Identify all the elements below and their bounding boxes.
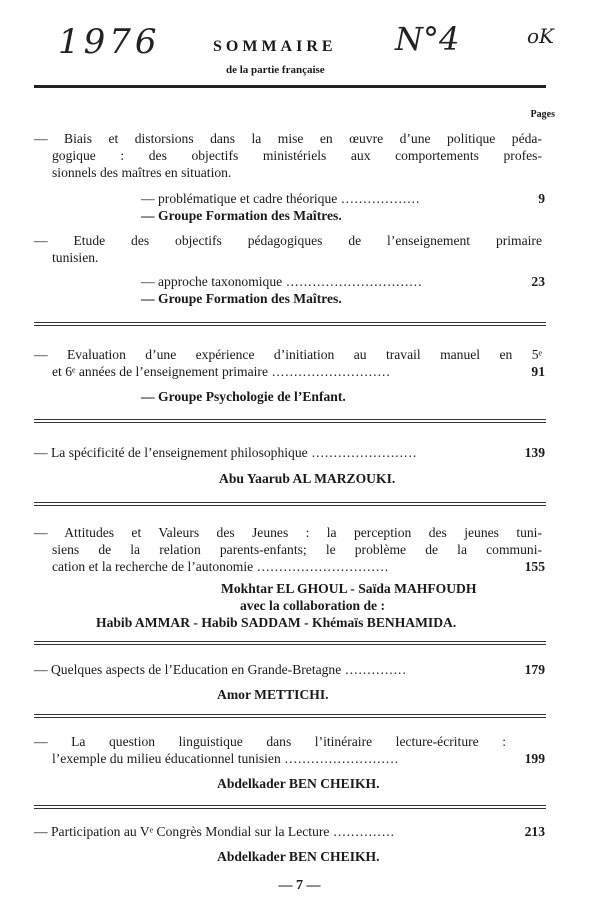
- section-divider: [34, 805, 546, 806]
- dot-leader: ..............: [345, 662, 407, 677]
- handwritten-issue-number: N°4: [395, 20, 460, 58]
- entry-text: — La question linguistique dans l’itinéraire lecture-écriture :: [34, 734, 506, 749]
- entry-text: — Biais et distorsions dans la mise en œuvre d’une politique péda-: [34, 131, 542, 146]
- section-divider: [34, 641, 546, 642]
- entry-text: — Quelques aspects de l’Education en Grande-Bretagne: [34, 662, 342, 677]
- entry-text: tunisien.: [52, 250, 99, 265]
- handwritten-year: 1976: [58, 22, 161, 62]
- dot-leader: ...............................: [286, 274, 423, 289]
- entry-text: — La spécificité de l’enseignement philosophique: [34, 445, 308, 460]
- section-divider: [34, 502, 546, 503]
- header-rule: [34, 85, 546, 88]
- entry-text: l’exemple du milieu éducationnel tunisien: [52, 751, 281, 766]
- toc-entry[interactable]: [52, 558, 545, 575]
- toc-entry[interactable]: [52, 750, 545, 767]
- entry-author: Abdelkader BEN CHEIKH.: [217, 849, 380, 864]
- dot-leader: ..............: [333, 824, 396, 839]
- entry-text: — problématique et cadre théorique: [141, 191, 338, 206]
- page-number: 9: [538, 191, 545, 206]
- entry-author: — Groupe Formation des Maîtres.: [141, 291, 342, 306]
- section-divider: [34, 714, 546, 715]
- page-number: 155: [524, 559, 545, 574]
- entry-author: Abdelkader BEN CHEIKH.: [217, 776, 380, 791]
- entry-text: siens de la relation parents-enfants; le problème de la communi-: [52, 542, 542, 557]
- toc-entry[interactable]: [34, 444, 545, 461]
- entry-text: sionnels des maîtres en situation.: [52, 165, 232, 180]
- dot-leader: ........................: [311, 445, 418, 460]
- entry-text: — Evaluation d’une expérience d’initiation au travail manuel en 5ᵉ: [34, 347, 542, 362]
- entry-text: gogique : des objectifs ministériels aux comportements profes-: [52, 148, 542, 163]
- entry-text: cation et la recherche de l’autonomie: [52, 559, 254, 574]
- toc-entry[interactable]: [141, 190, 545, 207]
- toc-entry[interactable]: [34, 823, 545, 840]
- entry-text: — Etude des objectifs pédagogiques de l’enseignement primaire: [34, 233, 542, 248]
- entry-text: — approche taxonomique: [141, 274, 283, 289]
- entry-author: — Groupe Formation des Maîtres.: [141, 208, 342, 223]
- page-number: 179: [524, 662, 545, 677]
- page-number: 199: [524, 751, 545, 766]
- dot-leader: ..........................: [284, 751, 400, 766]
- page-subtitle: de la partie française: [226, 64, 325, 76]
- page-number: 23: [531, 274, 545, 289]
- entry-author: Abu Yaarub AL MARZOUKI.: [219, 471, 396, 486]
- entry-text: — Participation au Vᵉ Congrès Mondial sur la Lecture: [34, 824, 330, 839]
- page-number-footer: — 7 —: [278, 878, 321, 893]
- toc-entry[interactable]: [141, 273, 545, 290]
- dot-leader: ..................: [341, 191, 421, 206]
- entry-text: et 6ᵉ années de l’enseignement primaire: [52, 364, 268, 379]
- dot-leader: ..............................: [257, 559, 390, 574]
- section-divider: [34, 419, 546, 420]
- dot-leader: ...........................: [272, 364, 391, 379]
- toc-entry[interactable]: [52, 363, 545, 380]
- page-title: SOMMAIRE: [213, 38, 337, 55]
- toc-entry[interactable]: [34, 661, 545, 678]
- page-number: 91: [531, 364, 545, 379]
- entry-text: — Attitudes et Valeurs des Jeunes : la perception des jeunes tuni-: [34, 525, 542, 540]
- entry-author-note: avec la collaboration de :: [240, 598, 385, 613]
- entry-author: Habib AMMAR - Habib SADDAM - Khémaïs BENHAMIDA.: [96, 615, 457, 630]
- entry-author: Amor METTICHI.: [217, 687, 329, 702]
- pages-column-label: Pages: [530, 109, 555, 120]
- handwritten-ok-mark: oK: [527, 24, 554, 48]
- page-number: 139: [524, 445, 545, 460]
- entry-author: Mokhtar EL GHOUL - Saïda MAHFOUDH: [221, 581, 477, 596]
- section-divider: [34, 322, 546, 323]
- entry-author: — Groupe Psychologie de l’Enfant.: [141, 389, 346, 404]
- page-number: 213: [524, 824, 545, 839]
